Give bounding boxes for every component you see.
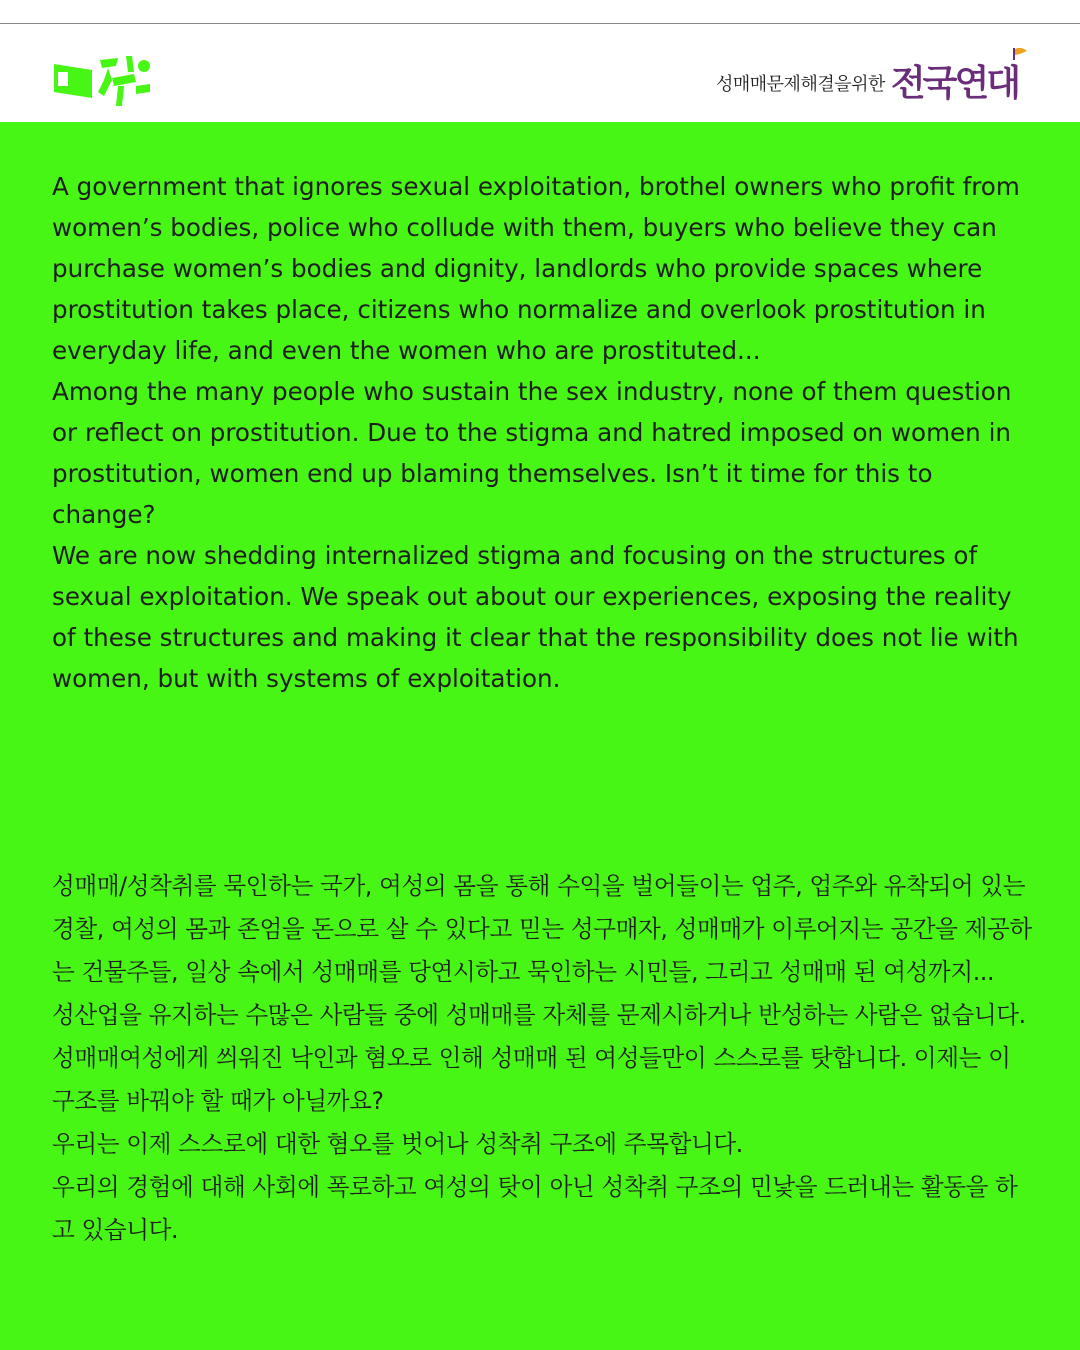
english-text-block bbox=[52, 166, 1037, 699]
organization-prefix: 성매매문제해결을위한 bbox=[716, 74, 885, 95]
content-panel bbox=[0, 122, 1080, 1350]
korean-text-block bbox=[52, 865, 1037, 1252]
english-paragraph: Among the many people who sustain the sex industry, none of them question or reflect on prostitution. Due to the stigma and hatred imposed on women in prostitution, women end up blaming themselves. Isn’t it time for this to change? bbox=[52, 377, 1012, 529]
korean-paragraph: 성매매/성착취를 묵인하는 국가, 여성의 몸을 통해 수익을 벌어들이는 업주, 업주와 유착되어 있는 경찰, 여성의 몸과 존엄을 돈으로 살 수 있다고 믿는 성구매자, 성매매가 이루어지는 공간을 제공하는 건물주들, 일상 속에서 성매매를 당연시하고 묵인하는 시민들, 그리고 성매매 된 여성까지... bbox=[52, 872, 1032, 986]
header bbox=[0, 24, 1080, 122]
flag-icon bbox=[1012, 48, 1028, 60]
korean-paragraph: 성산업을 유지하는 수많은 사람들 중에 성매매를 자체를 문제시하거나 반성하는 사람은 없습니다. 성매매여성에게 씌워진 낙인과 혐오로 인해 성매매 된 여성들만이 스스로를 탓합니다. 이제는 이 구조를 바꿔야 할 때가 아닐까요? bbox=[52, 1001, 1026, 1115]
english-paragraph: A government that ignores sexual exploitation, brothel owners who profit from women’s bodies, police who collude with them, buyers who believe they can purchase women’s bodies and dignity, landlords who provide spaces where prostitution takes place, citizens who normalize and overlook prostitution in everyday life, and even the women who are prostituted... bbox=[52, 172, 1020, 365]
megaphone-flower-logo-icon bbox=[52, 52, 152, 106]
korean-paragraph: 우리의 경험에 대해 사회에 폭로하고 여성의 탓이 아닌 성착취 구조의 민낯을 드러내는 활동을 하고 있습니다. bbox=[52, 1173, 1018, 1244]
organization-name: 전국연대 bbox=[890, 63, 1018, 104]
organization-logo bbox=[716, 48, 1018, 104]
korean-paragraph: 우리는 이제 스스로에 대한 혐오를 벗어나 성착취 구조에 주목합니다. bbox=[52, 1130, 743, 1158]
english-paragraph: We are now shedding internalized stigma and focusing on the structures of sexual exploitation. We speak out about our experiences, exposing the reality of these structures and making it clear that the responsibility does not lie with women, but with systems of exploitation. bbox=[52, 541, 1019, 693]
